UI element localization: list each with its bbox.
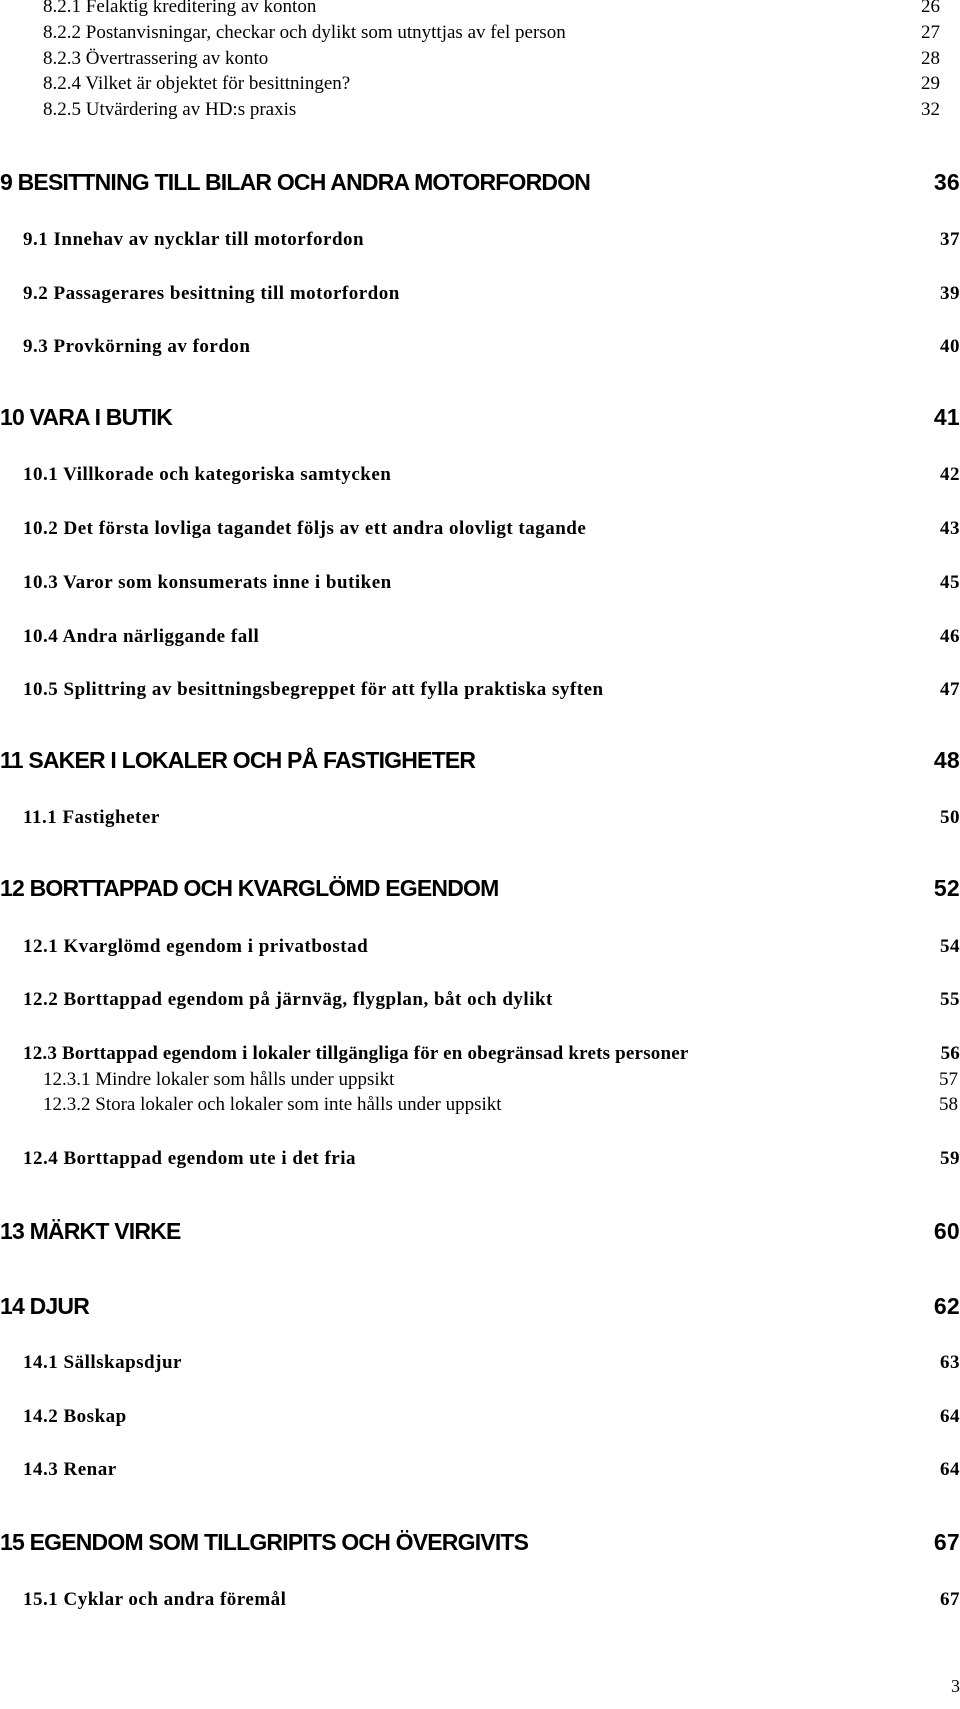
toc-chapter-page: 41 xyxy=(933,404,960,430)
toc-section-title: 9.3 Provkörning av fordon xyxy=(23,336,251,357)
toc-section[interactable] xyxy=(0,283,960,305)
toc-chapter[interactable] xyxy=(0,874,960,902)
toc-section-page: 43 xyxy=(940,518,960,539)
toc-section-title: 14.2 Boskap xyxy=(23,1406,127,1427)
toc-section[interactable] xyxy=(0,518,960,540)
toc-chapter-page: 67 xyxy=(933,1529,960,1555)
toc-chapter-title: 13 MÄRKT VIRKE xyxy=(0,1218,181,1244)
toc-section-page: 40 xyxy=(940,336,960,357)
toc-section-page: 63 xyxy=(940,1352,960,1373)
toc-entry-title: 8.2.2 Postanvisningar, checkar och dylikt som utnyttjas av fel person xyxy=(43,22,566,43)
toc-section[interactable] xyxy=(0,936,960,958)
toc-entry[interactable] xyxy=(0,99,960,121)
toc-section[interactable] xyxy=(0,1043,960,1065)
toc-section-title: 10.2 Det första lovliga tagandet följs av ett andra olovligt tagande xyxy=(23,518,587,539)
toc-section[interactable] xyxy=(0,1406,960,1428)
toc-section-title: 10.4 Andra närliggande fall xyxy=(23,626,260,647)
toc-section-page: 39 xyxy=(940,283,960,304)
toc-section-page: 64 xyxy=(940,1459,960,1480)
toc-section-title: 12.2 Borttappad egendom på järnväg, flygplan, båt och dylikt xyxy=(23,989,553,1010)
toc-chapter[interactable] xyxy=(0,403,960,431)
toc-chapter-page: 52 xyxy=(933,875,960,901)
toc-entry-page: 58 xyxy=(939,1094,958,1115)
toc-entry[interactable] xyxy=(0,22,960,44)
toc-section[interactable] xyxy=(0,1459,960,1481)
toc-chapter-title: 11 SAKER I LOKALER OCH PÅ FASTIGHETER xyxy=(0,747,476,773)
toc-section-page: 56 xyxy=(940,1043,960,1064)
toc-section-title: 14.1 Sällskapsdjur xyxy=(23,1352,182,1373)
toc-section-page: 47 xyxy=(940,679,960,700)
toc-section-title: 15.1 Cyklar och andra föremål xyxy=(23,1589,287,1610)
toc-entry[interactable] xyxy=(0,1094,960,1116)
toc-chapter-title: 15 EGENDOM SOM TILLGRIPITS OCH ÖVERGIVITS xyxy=(0,1529,529,1555)
toc-section-page: 42 xyxy=(940,464,960,485)
toc-chapter-page: 62 xyxy=(933,1293,960,1319)
toc-chapter-page: 60 xyxy=(933,1218,960,1244)
toc-entry-title: 8.2.1 Felaktig kreditering av konton xyxy=(43,0,317,17)
toc-chapter-page: 48 xyxy=(933,747,960,773)
toc-section[interactable] xyxy=(0,336,960,358)
toc-section-page: 59 xyxy=(940,1148,960,1169)
toc-entry-page: 57 xyxy=(939,1069,958,1090)
toc-entry[interactable] xyxy=(0,0,960,18)
toc-entry-title: 8.2.4 Vilket är objektet för besittningen? xyxy=(43,73,351,94)
toc-section-title: 12.1 Kvarglömd egendom i privatbostad xyxy=(23,936,369,957)
toc-section-page: 45 xyxy=(940,572,960,593)
toc-chapter[interactable] xyxy=(0,1217,960,1245)
toc-chapter-title: 9 BESITTNING TILL BILAR OCH ANDRA MOTORFORDON xyxy=(0,169,591,195)
toc-section[interactable] xyxy=(0,989,960,1011)
toc-section[interactable] xyxy=(0,1589,960,1611)
toc-chapter[interactable] xyxy=(0,1292,960,1320)
toc-entry[interactable] xyxy=(0,1069,960,1091)
toc-section-page: 64 xyxy=(940,1406,960,1427)
toc-section-title: 9.1 Innehav av nycklar till motorfordon xyxy=(23,229,365,250)
toc-chapter-title: 10 VARA I BUTIK xyxy=(0,404,173,430)
toc-chapter[interactable] xyxy=(0,746,960,774)
toc-entry-title: 8.2.3 Övertrassering av konto xyxy=(43,48,269,69)
toc-entry-page: 29 xyxy=(921,73,940,94)
toc-section-page: 46 xyxy=(940,626,960,647)
toc-section-title: 10.1 Villkorade och kategoriska samtycken xyxy=(23,464,392,485)
toc-section[interactable] xyxy=(0,807,960,829)
toc-section[interactable] xyxy=(0,572,960,594)
toc-section-title: 9.2 Passagerares besittning till motorfordon xyxy=(23,283,400,304)
toc-chapter-title: 12 BORTTAPPAD OCH KVARGLÖMD EGENDOM xyxy=(0,875,499,901)
toc-section-title: 12.3 Borttappad egendom i lokaler tillgängliga för en obegränsad krets personer xyxy=(23,1043,689,1064)
toc-section-page: 37 xyxy=(940,229,960,250)
toc-section-title: 12.4 Borttappad egendom ute i det fria xyxy=(23,1148,357,1169)
toc-section[interactable] xyxy=(0,464,960,486)
toc-entry-title: 12.3.1 Mindre lokaler som hålls under uppsikt xyxy=(43,1069,395,1090)
toc-entry-page: 27 xyxy=(921,22,940,43)
toc-chapter[interactable] xyxy=(0,1528,960,1556)
toc-section-page: 55 xyxy=(940,989,960,1010)
toc-entry-title: 8.2.5 Utvärdering av HD:s praxis xyxy=(43,99,297,120)
toc-entry[interactable] xyxy=(0,73,960,95)
toc-entry-title: 12.3.2 Stora lokaler och lokaler som inte hålls under uppsikt xyxy=(43,1094,502,1115)
toc-section[interactable] xyxy=(0,679,960,701)
toc-section[interactable] xyxy=(0,1352,960,1374)
toc-section[interactable] xyxy=(0,229,960,251)
toc-section-title: 10.3 Varor som konsumerats inne i butiken xyxy=(23,572,392,593)
toc-chapter-title: 14 DJUR xyxy=(0,1293,89,1319)
toc-chapter[interactable] xyxy=(0,168,960,196)
toc-section[interactable] xyxy=(0,626,960,648)
toc-entry-page: 28 xyxy=(921,48,940,69)
toc-section-page: 50 xyxy=(940,807,960,828)
toc-section-page: 67 xyxy=(940,1589,960,1610)
toc-section-title: 10.5 Splittring av besittningsbegreppet för att fylla praktiska syften xyxy=(23,679,604,700)
toc-entry[interactable] xyxy=(0,48,960,70)
toc-entry-page: 26 xyxy=(921,0,940,17)
toc-entry-page: 32 xyxy=(921,99,940,120)
footer-page-number: 3 xyxy=(951,1676,960,1696)
toc-chapter-page: 36 xyxy=(933,169,960,195)
toc-section-page: 54 xyxy=(940,936,960,957)
toc-section-title: 14.3 Renar xyxy=(23,1459,117,1480)
toc-section[interactable] xyxy=(0,1148,960,1170)
toc-section-title: 11.1 Fastigheter xyxy=(23,807,160,828)
